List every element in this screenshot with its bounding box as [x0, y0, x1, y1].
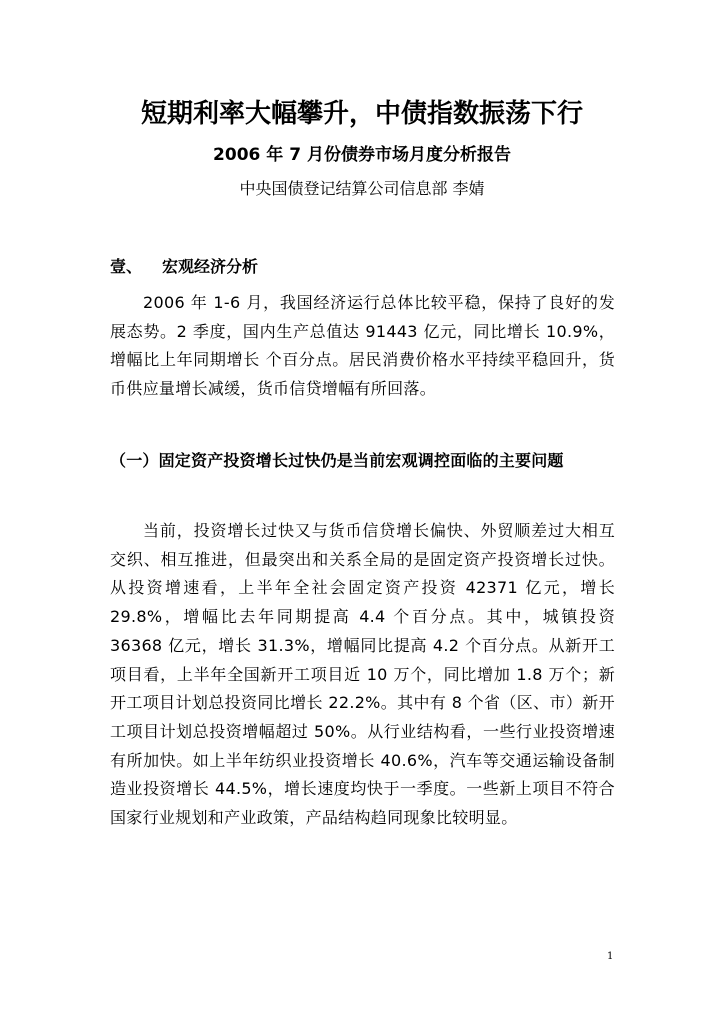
document-author: 中央国债登记结算公司信息部 李婧: [239, 179, 485, 198]
document-title: 短期利率大幅攀升，中债指数振荡下行: [140, 99, 583, 129]
section-number: 壹、: [110, 257, 143, 276]
section-heading: [110, 256, 258, 278]
section-title: 宏观经济分析: [162, 257, 259, 276]
subsection-title: （一）固定资产投资增长过快仍是当前宏观调控面临的主要问题: [110, 451, 564, 470]
page-number: 1: [607, 951, 614, 962]
document-subtitle: 2006 年 7 月份债券市场月度分析报告: [213, 145, 511, 165]
paragraph-investment: 当前，投资增长过快又与货币信贷增长偏快、外贸顺差过大相互交织、相互推进，但最突出和关系全局的是固定资产投资增长过快。从投资增速看，上半年全社会固定资产投资 42371 亿元，增长 29.8%，增幅比去年同期提高 4.4 个百分点。其中，城镇投资 36368 亿元，增长 31.3%，增幅同比提高 4.2 个百分点。从新开工项目看，上半年全国新开工项目近 10 万个，同比增加 1.8 万个；新开工项目计划总投资同比增长 22.2%。其中有 8 个省（区、市）新开工项目计划总投资增幅超过 50%。从行业结构看，一些行业投资增速有所加快。如上半年纺织业投资增长 40.6%，汽车等交通运输设备制造业投资增长 44.5%，增长速度均快于一季度。一些新上项目不符合国家行业规划和产业政策，产品结构趋同现象比较明显。: [110, 521, 615, 828]
paragraph-macro-overview: 2006 年 1-6 月，我国经济运行总体比较平稳，保持了良好的发展态势。2 季度，国内生产总值达 91443 亿元，同比增长 10.9%，增幅比上年同期增长 个百分点。居民消费价格水平持续平稳回升，货币供应量增长减缓，货币信贷增幅有所回落。: [110, 293, 615, 399]
